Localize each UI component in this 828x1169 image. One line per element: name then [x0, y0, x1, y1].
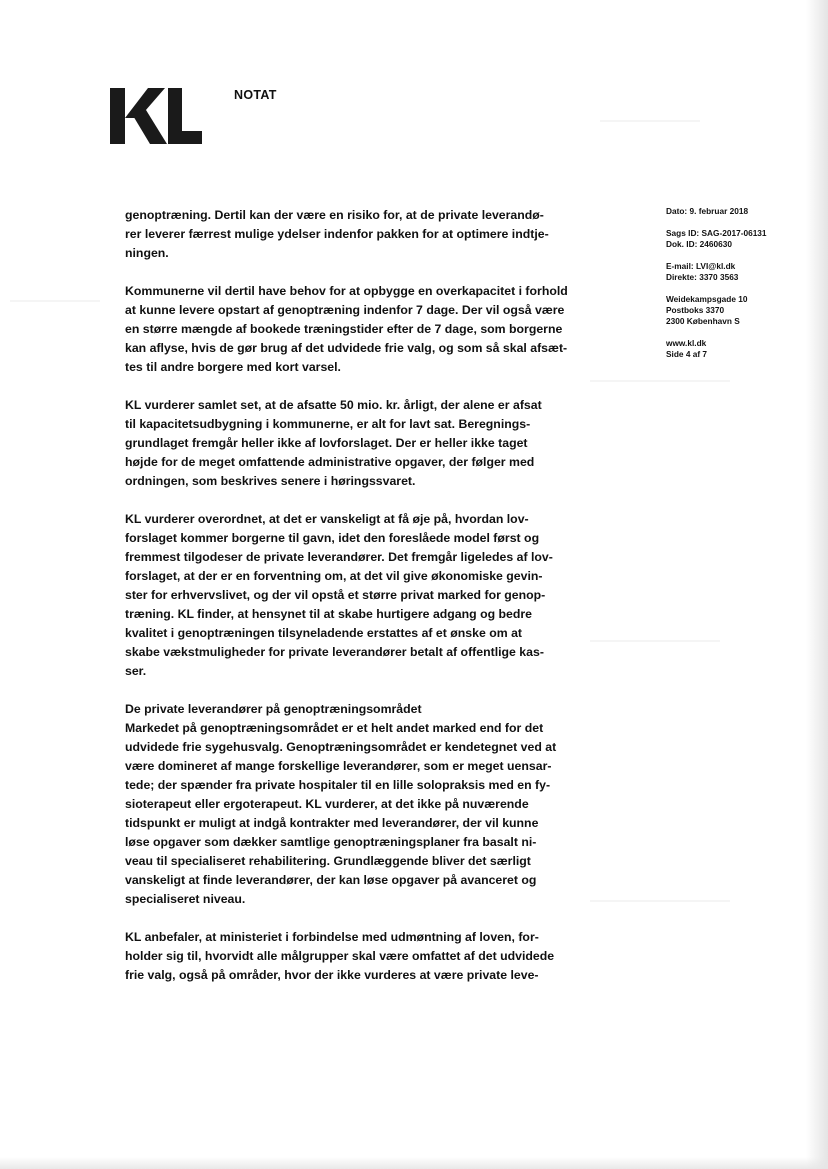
text-line: fremmest tilgodeser de private leverandører. Det fremgår ligeledes af lov-	[125, 550, 553, 564]
address-line-2: Postboks 3370	[666, 305, 725, 315]
text-line: løse opgaver som dækker samtlige genoptræningsplaner fra basalt ni-	[125, 835, 537, 849]
section-heading: De private leverandører på genoptræningsområdet	[125, 702, 422, 716]
paragraph-6	[125, 928, 562, 985]
text-line: vanskeligt at finde leverandører, der kan løse opgaver på avanceret og	[125, 873, 537, 887]
document-metadata	[666, 206, 806, 371]
text-line: at kunne levere opstart af genoptræning indenfor 7 dage. Der vil også være	[125, 303, 565, 317]
kl-logo	[110, 88, 202, 144]
text-line: ningen.	[125, 246, 169, 260]
paragraph-1	[125, 206, 562, 263]
text-line: holder sig til, hvorvidt alle målgrupper skal være omfattet af det udvidede	[125, 949, 555, 963]
text-line: skabe vækstmuligheder for private leverandører betalt af offentlige kas-	[125, 645, 544, 659]
text-line: ster for erhvervslivet, og der vil opstå et større privat marked for genop-	[125, 588, 546, 602]
paragraph-3	[125, 396, 562, 491]
scan-artifact	[590, 900, 730, 902]
text-line: genoptræning. Dertil kan der være en risiko for, at de private leverandø-	[125, 208, 544, 222]
text-line: tede; der spænder fra private hospitaler til en lille solopraksis med en fy-	[125, 778, 551, 792]
text-line: KL vurderer samlet set, at de afsatte 50 mio. kr. årligt, der alene er afsat	[125, 398, 542, 412]
text-line: forslaget, at der er en forventning om, at det vil give økonomiske gevin-	[125, 569, 543, 583]
scan-edge-bottom	[0, 1157, 828, 1169]
text-line: specialiseret niveau.	[125, 892, 246, 906]
doc-id-line: Dok. ID: 2460630	[666, 239, 732, 249]
text-line: til kapacitetsudbygning i kommunerne, er alt for lavt sat. Beregnings-	[125, 417, 531, 431]
email-line: E-mail: LVI@kl.dk	[666, 261, 736, 271]
scan-artifact	[600, 120, 700, 122]
document-body	[125, 206, 568, 1004]
scan-artifact	[590, 380, 730, 382]
text-line: udvidede frie sygehusvalg. Genoptræningsområdet er kendetegnet ved at	[125, 740, 557, 754]
date-line: Dato: 9. februar 2018	[666, 206, 749, 216]
address-line-1: Weidekampsgade 10	[666, 294, 748, 304]
text-line: veau til specialiseret rehabilitering. Grundlæggende bliver det særligt	[125, 854, 531, 868]
text-line: være domineret af mange forskellige leverandører, som er meget uensar-	[125, 759, 552, 773]
page-number-line: Side 4 af 7	[666, 349, 708, 359]
paragraph-4	[125, 510, 562, 681]
address-line-3: 2300 København S	[666, 316, 740, 326]
text-line: tes til andre borgere med kort varsel.	[125, 360, 341, 374]
direct-phone-line: Direkte: 3370 3563	[666, 272, 739, 282]
scan-edge-right	[806, 0, 828, 1169]
text-line: rer leverer færrest mulige ydelser indenfor pakken for at optimere indtje-	[125, 227, 549, 241]
text-line: Kommunerne vil dertil have behov for at opbygge en overkapacitet i forhold	[125, 284, 568, 298]
paragraph-5	[125, 719, 562, 909]
text-line: KL anbefaler, at ministeriet i forbindelse med udmøntning af loven, for-	[125, 930, 539, 944]
paragraph-2	[125, 282, 568, 377]
website-line: www.kl.dk	[666, 338, 707, 348]
text-line: tidspunkt er muligt at indgå kontrakter med leverandører, der vil kunne	[125, 816, 539, 830]
text-line: ser.	[125, 664, 147, 678]
text-line: grundlaget fremgår heller ikke af lovforslaget. Der er heller ikke taget	[125, 436, 528, 450]
text-line: en større mængde af bookede træningstider efter de 7 dage, som borgerne	[125, 322, 563, 336]
text-line: højde for de meget omfattende administrative opgaver, der følger med	[125, 455, 535, 469]
scan-artifact	[10, 300, 100, 302]
text-line: træning. KL finder, at hensynet til at skabe hurtigere adgang og bedre	[125, 607, 533, 621]
scan-artifact	[590, 640, 720, 642]
text-line: sioterapeut eller ergoterapeut. KL vurderer, at det ikke på nuværende	[125, 797, 529, 811]
text-line: forslaget kommer borgerne til gavn, idet den foreslåede model først og	[125, 531, 540, 545]
text-line: kvalitet i genoptræningen tilsyneladende erstattes af et ønske om at	[125, 626, 523, 640]
text-line: kan aflyse, hvis de gør brug af det udvidede frie valg, og som så skal afsæt-	[125, 341, 568, 355]
case-id-line: Sags ID: SAG-2017-06131	[666, 228, 767, 238]
text-line: ordningen, som beskrives senere i høringssvaret.	[125, 474, 416, 488]
text-line: frie valg, også på områder, hvor der ikke vurderes at være private leve-	[125, 968, 539, 982]
document-type-label: NOTAT	[234, 88, 277, 102]
text-line: KL vurderer overordnet, at det er vanskeligt at få øje på, hvordan lov-	[125, 512, 529, 526]
text-line: Markedet på genoptræningsområdet er et helt andet marked end for det	[125, 721, 544, 735]
